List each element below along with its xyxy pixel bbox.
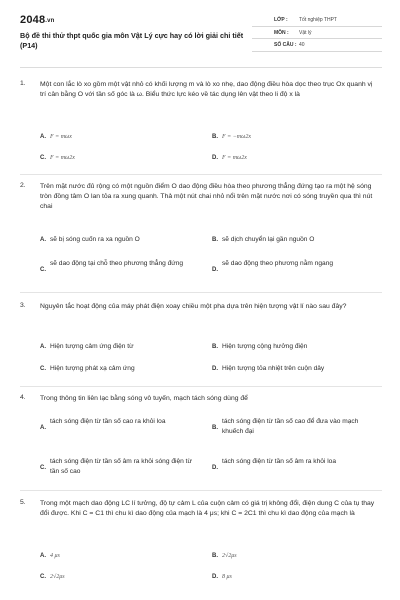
option-text: F = mω2x (50, 155, 75, 161)
option-text: sẽ bị sóng cuốn ra xa nguồn O (50, 236, 140, 243)
question-separator (20, 174, 382, 175)
question-5 (20, 499, 382, 589)
option-label: A. (40, 425, 46, 431)
option-text: 4 μs (50, 553, 60, 559)
option-label: D. (212, 155, 218, 161)
option-text: tách sóng điện từ tần số âm ra khỏi loa (222, 458, 337, 465)
question-number: 2. (20, 182, 26, 189)
option-b[interactable] (212, 417, 380, 439)
option-label: A. (40, 237, 46, 243)
meta-value: 40 (299, 42, 305, 48)
meta-key: SỐ CÂU : (274, 42, 297, 48)
option-label: D. (212, 267, 218, 273)
option-label: D. (212, 574, 218, 580)
option-label: D. (212, 366, 218, 372)
question-1 (20, 80, 382, 166)
option-text: sẽ dao động tại chỗ theo phương thẳng đứng (50, 260, 184, 267)
option-label: D. (212, 465, 218, 471)
question-number: 1. (20, 80, 26, 87)
question-text: Trên mặt nước đủ rộng có một nguồn điểm O dao động điều hòa theo phương thẳng đứng tạo ra một hệ sóng tròn đồng tâm O lan tỏa ra xung quanh. Thả một nút chai nhỏ nổi trên mặt nước nơi có sóng truyền qua thì nút chai (40, 183, 373, 210)
option-label: B. (212, 425, 218, 431)
question-text: Nguyên tắc hoạt động của máy phát điện xoay chiều một pha dựa trên hiện tượng vật lí nào sau đây? (40, 303, 347, 310)
question-separator (20, 292, 382, 293)
option-text: 8 μs (222, 574, 232, 580)
question-number: 5. (20, 499, 26, 506)
option-label: B. (212, 344, 218, 350)
site-logo[interactable]: 2048.vn (20, 14, 55, 26)
option-label: C. (40, 366, 46, 372)
option-label: B. (212, 237, 218, 243)
option-label: C. (40, 465, 46, 471)
option-text: Hiện tượng cộng hưởng điện (222, 343, 308, 350)
question-text: Trong thông tin liên lạc bằng sóng vô tuyến, mạch tách sóng dùng để (40, 395, 248, 402)
option-text: Hiện tượng phát xạ cảm ứng (50, 365, 135, 372)
option-label: A. (40, 553, 46, 559)
option-label: A. (40, 344, 46, 350)
meta-key: LỚP : (274, 17, 288, 23)
option-text: 2√2μs (50, 574, 65, 580)
meta-row-class (252, 14, 382, 27)
option-text: F = mωx (50, 134, 72, 140)
option-text: F = −mω2x (222, 134, 251, 140)
document-meta (252, 14, 382, 52)
meta-value: Vật lý (299, 29, 312, 36)
option-label: C. (40, 267, 46, 273)
question-number: 4. (20, 394, 26, 401)
meta-value: Tốt nghiệp THPT (299, 17, 337, 23)
option-c[interactable] (40, 457, 205, 479)
option-text: tách sóng điện từ tần số âm ra khỏi sóng điện từ tần số cao (50, 458, 192, 475)
option-text: F = mω2x (222, 155, 247, 161)
question-separator (20, 386, 382, 387)
question-separator (20, 490, 382, 491)
document-title: Bộ đề thi thử thpt quốc gia môn Vật Lý cực hay có lời giải chi tiết (P14) (20, 31, 244, 50)
meta-row-count (252, 39, 382, 52)
option-label: B. (212, 553, 218, 559)
option-text: sẽ dao động theo phương nằm ngang (222, 260, 334, 267)
question-4 (20, 394, 382, 490)
question-3 (20, 302, 382, 382)
option-text: Hiện tượng cảm ứng điện từ (50, 343, 134, 350)
question-text: Một con lắc lò xo gồm một vật nhỏ có khối lượng m và lò xo nhẹ, dao động điều hòa dọc theo trục Ox quanh vị trí cân bằng O với tần số góc là ω. Biểu thức lực kéo về tác dụng lên vật theo li độ x là (40, 81, 373, 98)
option-text: Hiện tượng tỏa nhiệt trên cuộn dây (222, 365, 325, 372)
option-text: tách sóng điện từ tần số cao để đưa vào mạch khuếch đại (222, 418, 359, 435)
question-text: Trong một mạch dao động LC lí tưởng, độ tự cảm L của cuộn cảm có giá trị không đổi, điện dung C của tụ thay đổi được. Khi C = C1 thì chu kì dao động của mạch là 4 μs; khi C = 2C1 thì chu kì dao động của mạch là (40, 500, 375, 517)
option-text: 2√2μs (222, 553, 237, 559)
option-label: A. (40, 134, 46, 140)
option-label: B. (212, 134, 218, 140)
option-text: sẽ dịch chuyển lại gần nguồn O (222, 236, 315, 243)
option-c[interactable] (40, 259, 205, 281)
header-divider (20, 67, 382, 68)
option-text: tách sóng điện từ tần số cao ra khỏi loa (50, 418, 166, 425)
meta-row-subject (252, 27, 382, 40)
option-a[interactable] (40, 417, 205, 439)
question-number: 3. (20, 302, 26, 309)
option-label: C. (40, 574, 46, 580)
option-d[interactable] (212, 259, 380, 281)
question-2 (20, 182, 382, 288)
option-d[interactable] (212, 457, 380, 479)
option-label: C. (40, 155, 46, 161)
meta-key: MÔN : (274, 29, 289, 36)
document-header (20, 14, 382, 58)
